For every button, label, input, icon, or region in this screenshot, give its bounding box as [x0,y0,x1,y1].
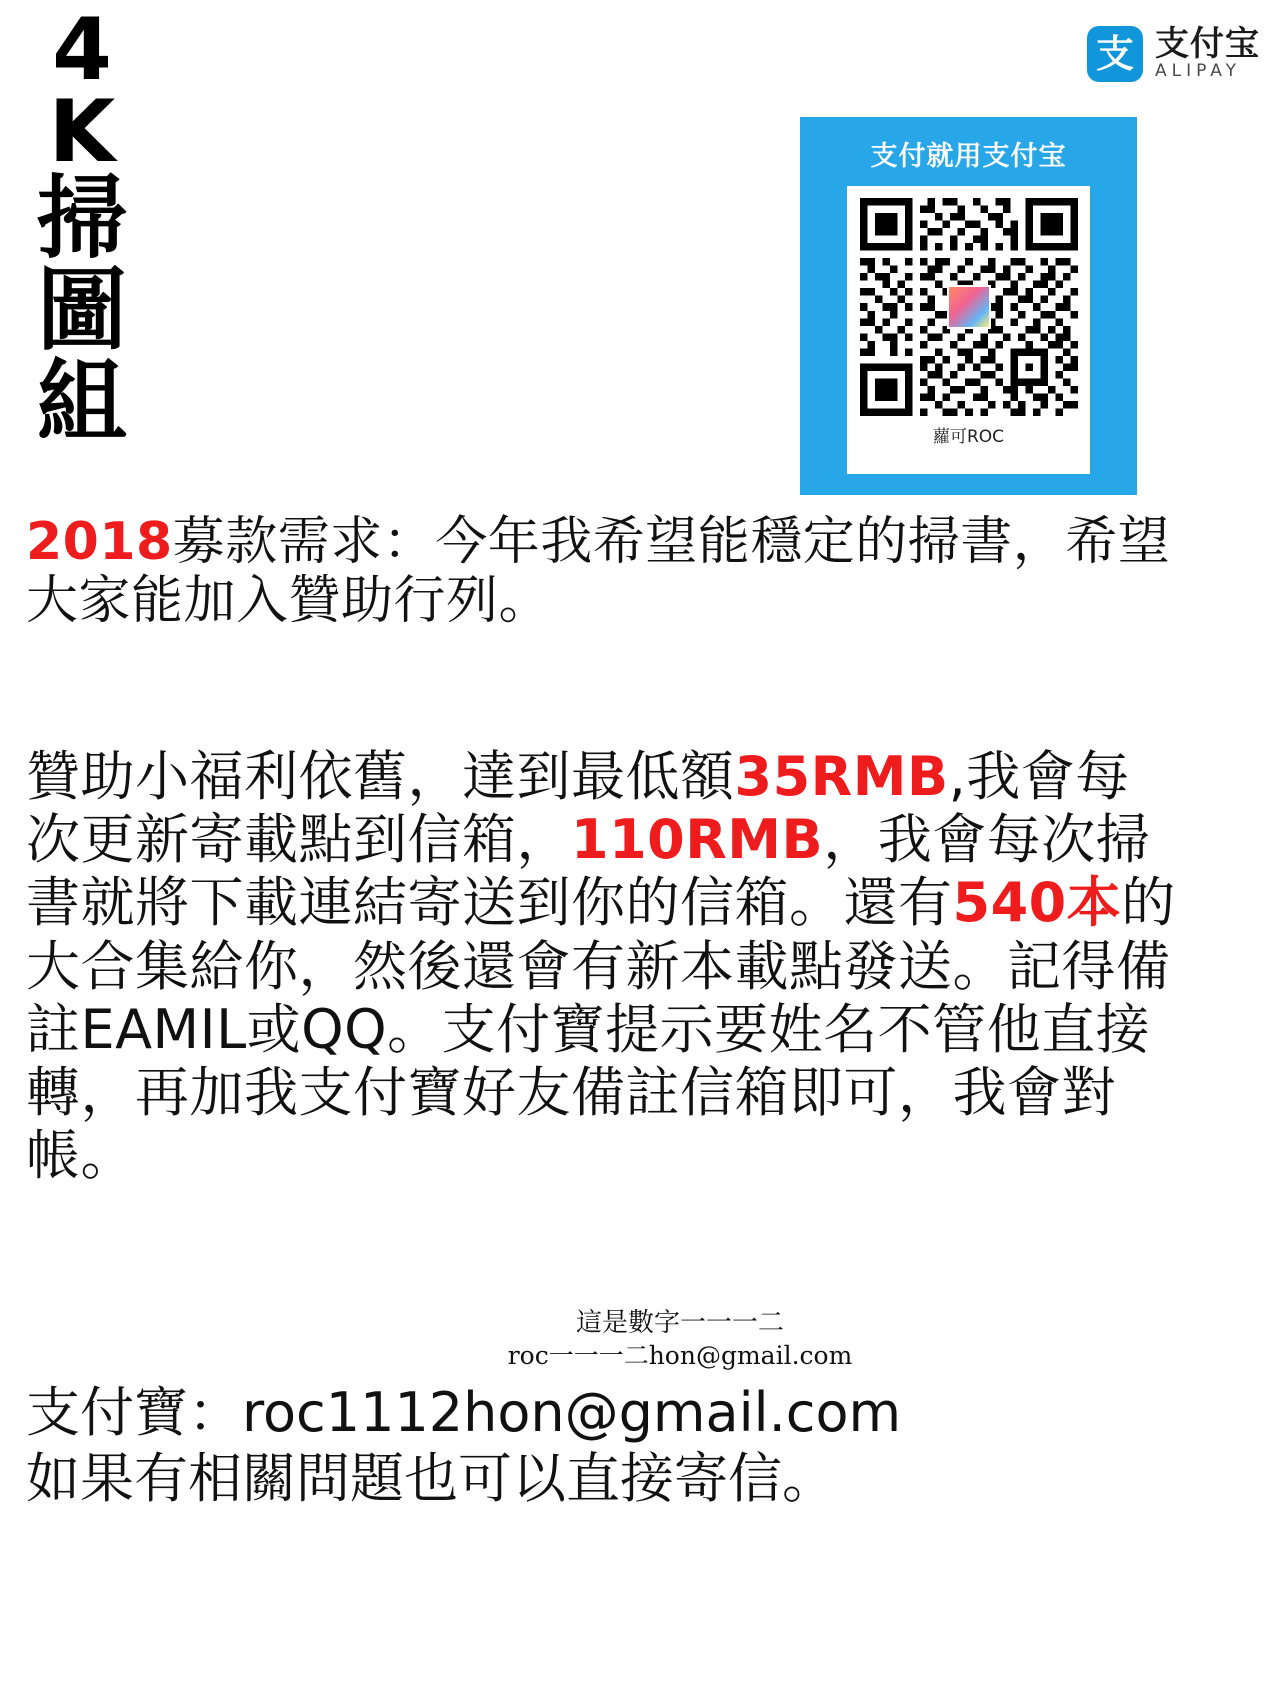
annotation-line-2: roc一一一二hon@gmail.com [507,1340,853,1370]
qr-card [847,186,1090,474]
alipay-qr-panel [800,117,1137,495]
logo-char-tu: 圖 [37,258,127,364]
tier-110rmb: 110RMB [571,808,824,872]
logo-char-zu: 組 [37,349,127,455]
benefits-text-a: 贊助小福利依舊，達到最低額 [26,745,735,808]
logo-char-4: 4 [52,0,112,100]
email-annotation [470,1307,890,1371]
fundraising-intro [26,513,1171,631]
alipay-name-cn: 支付宝 [1155,24,1260,65]
tier-35rmb: 35RMB [734,745,949,808]
benefits-text-b: ,我會每次更新寄載點到信箱， [26,745,1130,872]
qr-code-image [860,198,1078,416]
alipay-email-line: 支付寶：roc1112hon@gmail.com [26,1381,902,1444]
intro-text: 募款需求：今年我希望能穩定的掃書，希望大家能加入贊助行列。 [26,512,1171,631]
qr-caption: 蘿可ROC [932,427,1005,447]
site-logo-vertical [22,0,142,455]
intro-paragraph [26,513,1171,631]
contact-note-line: 如果有相關問題也可以直接寄信。 [26,1446,836,1510]
alipay-wordmark [1155,24,1260,81]
alipay-brand [1087,26,1260,82]
collection-count: 540本 [952,871,1122,935]
logo-char-k: K [48,81,116,182]
logo-char-sao: 掃 [37,166,127,272]
qr-center-avatar-icon [947,285,991,329]
alipay-logo-icon: 支 [1087,26,1143,82]
sponsor-benefits-paragraph [26,745,1181,1187]
benefits-text-c: ，我會每次掃書就將下載連結寄送到你的信箱。還有 [26,808,1151,935]
annotation-line-1: 這是數字一一一二 [575,1308,784,1338]
benefits-text-d: 的大合集給你，然後還會有新本載點發送。記得備註EAMIL或QQ。支付寶提示要姓名不管他直接轉，再加我支付寶好友備註信箱即可，我會對帳。 [26,871,1176,1188]
alipay-name-en: ALIPAY [1155,60,1241,81]
contact-footer [26,1380,1206,1512]
intro-year: 2018 [26,512,173,572]
qr-panel-title: 支付就用支付宝 [870,141,1067,172]
